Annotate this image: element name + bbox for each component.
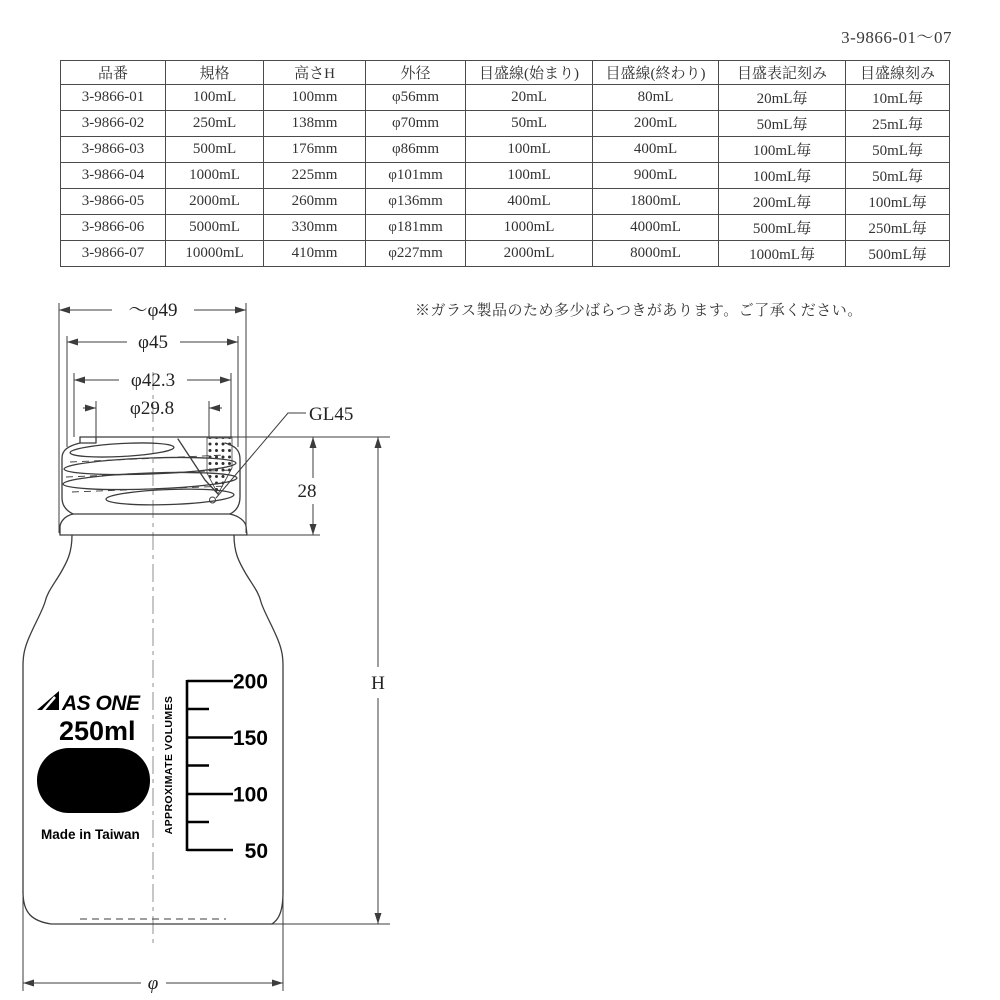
- table-cell: 10000mL: [166, 241, 264, 267]
- dim-rim-outer-diameter: [74, 370, 231, 391]
- table-cell: 20mL: [466, 85, 593, 111]
- table-row: [61, 241, 950, 267]
- table-row: [61, 215, 950, 241]
- scale-tick-50: 50: [244, 840, 268, 863]
- dim-mouth-inner-diameter: [83, 398, 222, 419]
- table-cell: 5000mL: [166, 215, 264, 241]
- table-cell: 20mL毎: [719, 85, 846, 111]
- svg-text:28: 28: [297, 481, 317, 502]
- column-header: 目盛表記刻み: [719, 61, 846, 85]
- table-cell: 50mL毎: [719, 111, 846, 137]
- thread-type-label: GL45: [309, 404, 354, 425]
- dim-body-diameter: [23, 973, 283, 994]
- bottle-technical-drawing: [0, 290, 420, 1000]
- table-cell: 100mL: [466, 163, 593, 189]
- table-cell: φ56mm: [366, 85, 466, 111]
- table-cell: 3-9866-02: [61, 111, 166, 137]
- table-cell: 200mL毎: [719, 189, 846, 215]
- table-cell: φ86mm: [366, 137, 466, 163]
- table-cell: φ101mm: [366, 163, 466, 189]
- column-header: 外径: [366, 61, 466, 85]
- table-cell: 10mL毎: [846, 85, 950, 111]
- table-cell: 2000mL: [466, 241, 593, 267]
- table-cell: 400mL: [466, 189, 593, 215]
- table-cell: 3-9866-04: [61, 163, 166, 189]
- dim-neck-height: [298, 437, 317, 535]
- table-cell: 50mL毎: [846, 163, 950, 189]
- table-cell: 176mm: [264, 137, 366, 163]
- table-cell: 330mm: [264, 215, 366, 241]
- table-cell: 100mm: [264, 85, 366, 111]
- dim-total-height: [371, 437, 385, 924]
- label-writing-patch: [37, 748, 150, 813]
- table-row: [61, 189, 950, 215]
- table-cell: 1000mL: [166, 163, 264, 189]
- table-cell: 500mL毎: [719, 215, 846, 241]
- table-cell: 50mL毎: [846, 137, 950, 163]
- table-cell: φ70mm: [366, 111, 466, 137]
- scale-tick-200: 200: [232, 670, 268, 694]
- header-row: [61, 61, 950, 85]
- glass-variation-note: ※ガラス製品のため多少ばらつきがあります。ご了承ください。: [415, 303, 863, 319]
- table-cell: 3-9866-03: [61, 137, 166, 163]
- svg-text:φ42.3: φ42.3: [130, 370, 176, 391]
- table-cell: 3-9866-06: [61, 215, 166, 241]
- column-header: 目盛線(始まり): [466, 61, 593, 85]
- capacity-text: 250ml: [59, 716, 136, 746]
- graduation-scale: [163, 671, 268, 864]
- table-cell: 3-9866-07: [61, 241, 166, 267]
- column-header: 目盛線刻み: [846, 61, 950, 85]
- table-cell: 250mL: [166, 111, 264, 137]
- svg-text:φ: φ: [147, 973, 159, 994]
- scale-tick-100: 100: [232, 783, 268, 807]
- svg-text:～φ49: ～φ49: [128, 300, 178, 321]
- brand-text: AS ONE: [62, 692, 140, 715]
- table-cell: 8000mL: [593, 241, 719, 267]
- table-row: [61, 85, 950, 111]
- table-cell: 500mL毎: [846, 241, 950, 267]
- table-cell: 2000mL: [166, 189, 264, 215]
- table-row: [61, 163, 950, 189]
- table-cell: 1000mL毎: [719, 241, 846, 267]
- table-cell: 260mm: [264, 189, 366, 215]
- svg-text:φ29.8: φ29.8: [129, 398, 175, 419]
- table-cell: φ181mm: [366, 215, 466, 241]
- column-header: 品番: [61, 61, 166, 85]
- table-cell: 3-9866-05: [61, 189, 166, 215]
- dim-top-outer-diameter: [59, 300, 246, 321]
- column-header: 目盛線(終わり): [593, 61, 719, 85]
- table-cell: 100mL: [466, 137, 593, 163]
- table-cell: 100mL毎: [719, 137, 846, 163]
- spec-table: [60, 60, 950, 267]
- column-header: 高さH: [264, 61, 366, 85]
- table-cell: 200mL: [593, 111, 719, 137]
- table-cell: 80mL: [593, 85, 719, 111]
- table-cell: 25mL毎: [846, 111, 950, 137]
- table-cell: 4000mL: [593, 215, 719, 241]
- origin-text: Made in Taiwan: [41, 827, 140, 842]
- table-cell: φ136mm: [366, 189, 466, 215]
- scale-axis-title: APPROXIMATE VOLUMES: [163, 695, 175, 835]
- document-code: 3-9866-01～07: [841, 28, 952, 47]
- table-cell: 3-9866-01: [61, 85, 166, 111]
- as-one-logo-icon: [37, 691, 59, 710]
- table-cell: 900mL: [593, 163, 719, 189]
- table-cell: 500mL: [166, 137, 264, 163]
- table-cell: φ227mm: [366, 241, 466, 267]
- svg-text:φ45: φ45: [138, 332, 168, 353]
- table-cell: 1800mL: [593, 189, 719, 215]
- table-cell: 100mL毎: [846, 189, 950, 215]
- column-header: 規格: [166, 61, 264, 85]
- table-cell: 400mL: [593, 137, 719, 163]
- table-cell: 138mm: [264, 111, 366, 137]
- table-cell: 250mL毎: [846, 215, 950, 241]
- table-cell: 100mL: [166, 85, 264, 111]
- svg-text:H: H: [371, 673, 385, 694]
- scale-tick-150: 150: [232, 727, 268, 750]
- table-row: [61, 111, 950, 137]
- table-cell: 50mL: [466, 111, 593, 137]
- dim-thread-outer-diameter: [67, 332, 238, 353]
- table-cell: 410mm: [264, 241, 366, 267]
- table-cell: 1000mL: [466, 215, 593, 241]
- table-cell: 100mL毎: [719, 163, 846, 189]
- table-row: [61, 137, 950, 163]
- table-cell: 225mm: [264, 163, 366, 189]
- bottle-label: [37, 691, 150, 842]
